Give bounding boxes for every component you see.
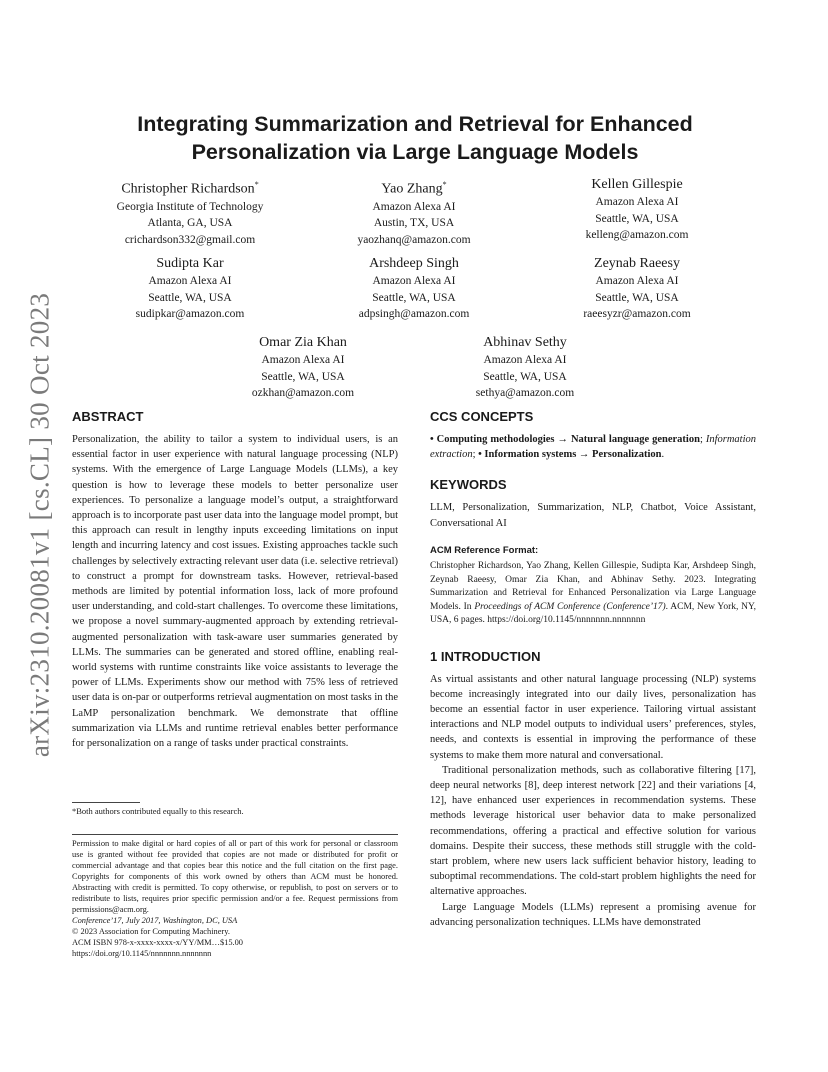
author-block bbox=[75, 176, 305, 248]
author-block bbox=[522, 176, 752, 244]
acm-reference-venue: Proceedings of ACM Conference (Conference’17) bbox=[474, 601, 666, 612]
author-email: crichardson332@gmail.com bbox=[124, 233, 256, 246]
author-block bbox=[299, 176, 529, 248]
author-email: sudipkar@amazon.com bbox=[135, 308, 245, 320]
footnote: *Both authors contributed equally to this research. bbox=[72, 806, 244, 816]
author-location: Atlanta, GA, USA bbox=[147, 217, 233, 230]
author-affiliation: Georgia Institute of Technology bbox=[116, 200, 264, 213]
author-affiliation: Amazon Alexa AI bbox=[372, 200, 456, 213]
acm-reference-text bbox=[430, 560, 756, 628]
author-location: Seattle, WA, USA bbox=[595, 212, 679, 225]
paper-title: Integrating Summarization and Retrieval for Enhanced Personalization via Large Language Models bbox=[137, 112, 693, 164]
author-email: sethya@amazon.com bbox=[475, 387, 575, 399]
author-name: Kellen Gillespie bbox=[591, 177, 683, 192]
author-name: Christopher Richardson bbox=[121, 181, 255, 197]
ccs-heading: CCS CONCEPTS bbox=[430, 409, 534, 424]
author-affiliation: Amazon Alexa AI bbox=[372, 275, 456, 287]
author-location: Seattle, WA, USA bbox=[261, 370, 345, 383]
author-name: Arshdeep Singh bbox=[369, 256, 459, 271]
equal-contribution-mark: * bbox=[442, 180, 447, 189]
author-block bbox=[299, 255, 529, 323]
author-affiliation: Amazon Alexa AI bbox=[148, 275, 232, 287]
author-affiliation: Amazon Alexa AI bbox=[595, 275, 679, 287]
author-email: yaozhanq@amazon.com bbox=[357, 233, 471, 246]
intro-paragraph: Large Language Models (LLMs) represent a promising avenue for advancing personalization techniques. LLMs have demonstrated bbox=[430, 901, 756, 928]
author-affiliation: Amazon Alexa AI bbox=[595, 196, 679, 208]
left-column bbox=[72, 408, 398, 751]
introduction-heading: 1 INTRODUCTION bbox=[430, 648, 541, 664]
author-block bbox=[188, 334, 418, 402]
author-location: Seattle, WA, USA bbox=[483, 370, 567, 383]
abstract-heading: ABSTRACT bbox=[72, 409, 144, 424]
ccs-concepts: • Computing methodologies → Natural language generation; Information extraction; • Information systems → Personalization. bbox=[430, 434, 757, 461]
ccs-item: • Information systems → Personalization bbox=[478, 449, 662, 461]
author-name: Zeynab Raeesy bbox=[594, 256, 680, 271]
author-name: Sudipta Kar bbox=[156, 256, 224, 271]
keywords-text: LLM, Personalization, Summarization, NLP, Chatbot, Voice Assistant, Conversational AI bbox=[430, 502, 756, 529]
intro-paragraph: As virtual assistants and other natural language processing (NLP) systems become increasingly integrated into our daily lives, personalization has become an essential factor in user experience. Tailoring virtual assistant interactions and NLP model outputs to individual users’ preferences, styles, needs, and contexts is essential in improving the performance of these systems to make them more natural and conversational. bbox=[430, 673, 756, 761]
permission-rule bbox=[72, 834, 398, 835]
author-block bbox=[75, 255, 305, 323]
permission-block bbox=[72, 838, 398, 959]
author-block bbox=[522, 255, 752, 323]
copyright-line: © 2023 Association for Computing Machinery. bbox=[72, 927, 230, 936]
doi-line: https://doi.org/10.1145/nnnnnnn.nnnnnnn bbox=[72, 949, 212, 958]
ccs-item: • Computing methodologies → Natural language generation bbox=[430, 434, 700, 445]
author-location: Seattle, WA, USA bbox=[148, 291, 232, 304]
arxiv-stamp bbox=[20, 290, 60, 760]
abstract-text: Personalization, the ability to tailor a system to individual users, is an essential factor in user experience with natural language processing (NLP) systems. With the emergence of Large Language Models (LLMs), a key question is how to leverage these models to better personalize user experiences. To personalize a language model’s output, a straightforward approach is to incorporate past user data into the language model prompt, but this approach can result in lengthy inputs exceeding limitations on input length and incurring latency and cost issues. Existing approaches tackle such challenges by selectively extracting relevant user data (i.e. selective retrieval) to construct a prompt for downstream tasks. However, retrieval-based methods are limited by potential information loss, lack of more profound user understanding, and cold-start challenges. To overcome these limitations, we propose a novel summary-augmented approach by extending retrieval-augmented personalization with task-aware user summaries generated by LLMs. The summaries can be generated and stored offline, enabling real-world systems with runtime constraints like voice assistants to leverage the power of LLMs. Experiments show our method with 75% less of retrieved user data is on-par or outperforms retrieval augmentation on most tasks in the LaMP personalization benchmark. We demonstrate that offline summarization via LLMs and runtime retrieval enables better performance for personalization on a range of tasks under practical constraints. bbox=[72, 434, 398, 750]
author-email: adpsingh@amazon.com bbox=[358, 308, 470, 320]
acm-reference-tail: . ACM, New York, NY, USA, 6 pages. https://doi.org/10.1145/nnnnnnn.nnnnnnn bbox=[430, 601, 756, 626]
right-column bbox=[430, 408, 756, 930]
author-affiliation: Amazon Alexa AI bbox=[261, 354, 345, 366]
permission-text: Permission to make digital or hard copies of all or part of this work for personal or classroom use is granted without fee provided that copies are not made or distributed for profit or commercial advantage and that copies bear this notice and the full citation on the first page. Copyrights for components of this work owned by others than ACM must be honored. Abstracting with credit is permitted. To copy otherwise, or republish, to post on servers or to redistribute to lists, requires prior specific permission and/or a fee. Request permissions from permissions@acm.org. bbox=[72, 839, 398, 914]
author-name: Omar Zia Khan bbox=[259, 335, 347, 350]
isbn-line: ACM ISBN 978-x-xxxx-xxxx-x/YY/MM…$15.00 bbox=[72, 938, 243, 947]
intro-paragraph: Traditional personalization methods, such as collaborative filtering [17], deep neural networks [8], deep interest network [22] and their variations [4, 12], have enhanced user experiences in recommendation systems. These methods leverage historical user behavior data to make personalized recommendations, offering a practical and effective solution for various domains. Despite their success, these methods still struggle with the cold-start problem, where new users lack sufficient behavior history, leading to suboptimal recommendations. The cold-start problem highlights the need for alternative approaches. bbox=[430, 764, 756, 898]
author-name: Yao Zhang bbox=[381, 181, 443, 197]
keywords-heading: KEYWORDS bbox=[430, 477, 507, 493]
author-affiliation: Amazon Alexa AI bbox=[483, 354, 567, 366]
footnote-rule bbox=[72, 802, 140, 803]
author-location: Seattle, WA, USA bbox=[595, 291, 679, 304]
ccs-item: Information extraction bbox=[430, 434, 757, 461]
acm-reference-heading: ACM Reference Format: bbox=[430, 544, 539, 556]
author-email: raeesyzr@amazon.com bbox=[583, 308, 691, 320]
arxiv-id: arXiv:2310.20081v1 [cs.CL] 30 Oct 2023 bbox=[24, 292, 55, 758]
author-location: Austin, TX, USA bbox=[373, 217, 455, 230]
author-block bbox=[410, 334, 640, 402]
author-email: kelleng@amazon.com bbox=[585, 229, 689, 241]
author-email: ozkhan@amazon.com bbox=[251, 387, 355, 399]
conference-line: Conference’17, July 2017, Washington, DC, USA bbox=[72, 916, 238, 925]
equal-contribution-mark: * bbox=[254, 180, 259, 189]
author-location: Seattle, WA, USA bbox=[372, 291, 456, 304]
author-name: Abhinav Sethy bbox=[483, 335, 567, 350]
acm-reference-lead: Christopher Richardson, Yao Zhang, Kellen Gillespie, Sudipta Kar, Arshdeep Singh, Zeynab Raeesy, Omar Zia Khan, and Abhinav Sethy. 2023. Integrating Summarization and Retrieval for Enhanced Personalization via Large Language Models. In bbox=[430, 561, 756, 612]
